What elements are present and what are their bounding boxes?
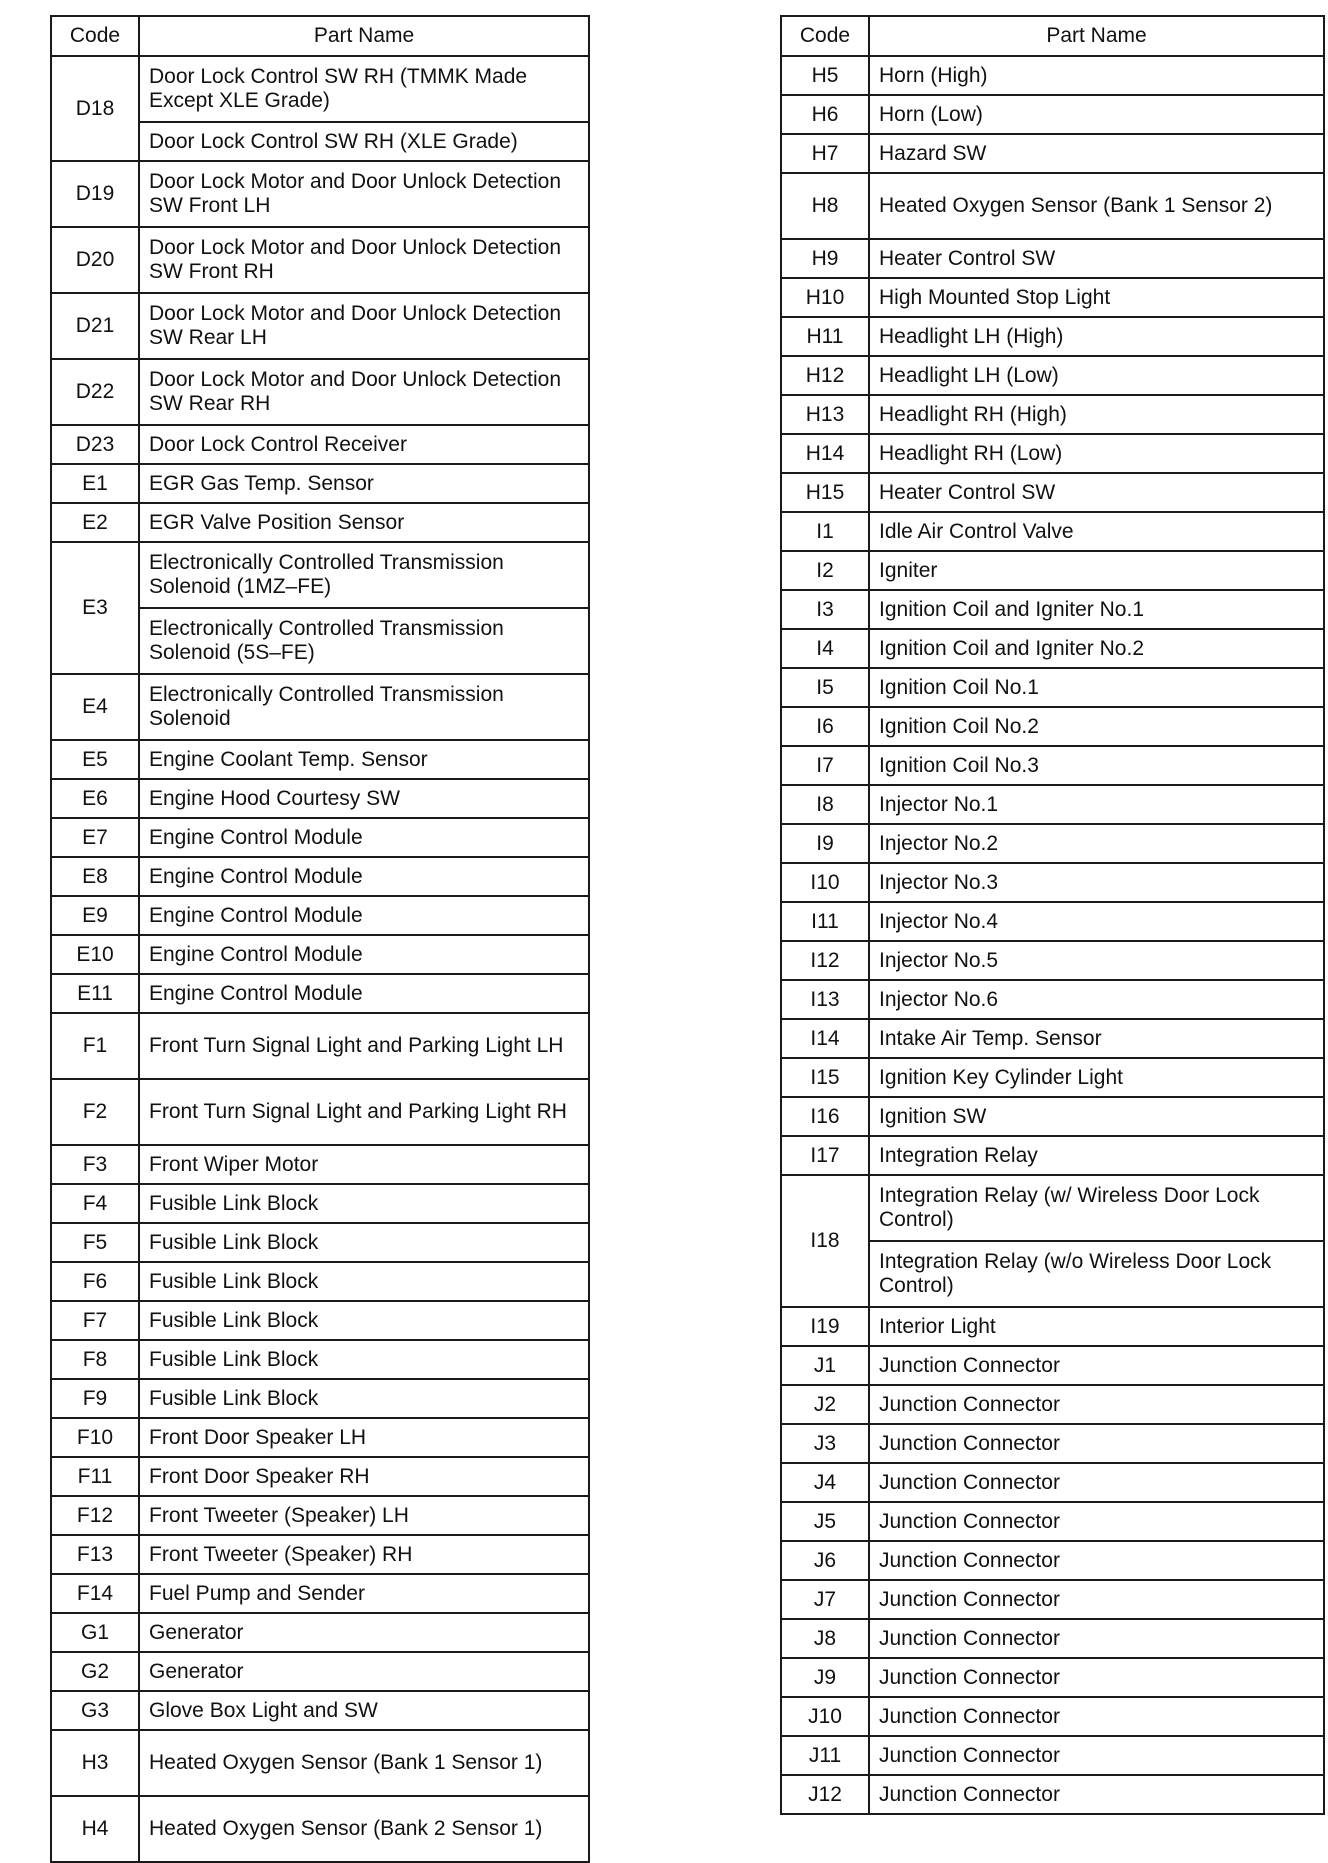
part-name: Ignition Coil and Igniter No.2	[869, 629, 1324, 668]
table-row	[781, 629, 1324, 668]
table-row	[51, 359, 589, 425]
table-row	[781, 1775, 1324, 1814]
part-code: F4	[51, 1184, 139, 1223]
part-name: Front Turn Signal Light and Parking Light LH	[139, 1013, 589, 1079]
table-row	[781, 980, 1324, 1019]
part-name: Igniter	[869, 551, 1324, 590]
table-row	[781, 134, 1324, 173]
table-row	[781, 173, 1324, 239]
part-code: H9	[781, 239, 869, 278]
part-code: J6	[781, 1541, 869, 1580]
table-row	[781, 1463, 1324, 1502]
part-name: Junction Connector	[869, 1658, 1324, 1697]
part-code: E3	[51, 542, 139, 674]
part-code: J7	[781, 1580, 869, 1619]
part-name: Front Wiper Motor	[139, 1145, 589, 1184]
part-code: F8	[51, 1340, 139, 1379]
part-name: Electronically Controlled Transmission Solenoid	[139, 674, 589, 740]
table-row	[781, 902, 1324, 941]
part-name: Electronically Controlled Transmission Solenoid (5S–FE)	[139, 608, 589, 674]
part-name: Door Lock Control SW RH (XLE Grade)	[139, 122, 589, 161]
part-name: Integration Relay (w/ Wireless Door Lock Control)	[869, 1175, 1324, 1241]
part-code: I3	[781, 590, 869, 629]
table-row	[51, 740, 589, 779]
code-header: Code	[781, 16, 869, 56]
part-code: F1	[51, 1013, 139, 1079]
table-row	[781, 941, 1324, 980]
part-code: H5	[781, 56, 869, 95]
part-code: I15	[781, 1058, 869, 1097]
table-row	[781, 395, 1324, 434]
part-name: Heated Oxygen Sensor (Bank 2 Sensor 1)	[139, 1796, 589, 1862]
table-row	[781, 1307, 1324, 1346]
part-name: Ignition Coil No.2	[869, 707, 1324, 746]
part-code: F5	[51, 1223, 139, 1262]
part-name: Engine Control Module	[139, 974, 589, 1013]
part-name: Door Lock Control SW RH (TMMK Made Except XLE Grade)	[139, 56, 589, 122]
table-row	[781, 590, 1324, 629]
part-name: Injector No.6	[869, 980, 1324, 1019]
part-name: Door Lock Control Receiver	[139, 425, 589, 464]
table-row	[781, 473, 1324, 512]
table-row	[51, 1613, 589, 1652]
table-row	[781, 863, 1324, 902]
table-row	[51, 1652, 589, 1691]
part-code: H14	[781, 434, 869, 473]
table-row	[51, 464, 589, 503]
part-code: J12	[781, 1775, 869, 1814]
table-row	[51, 1457, 589, 1496]
code-header: Code	[51, 16, 139, 56]
part-code: F7	[51, 1301, 139, 1340]
part-name: Fuel Pump and Sender	[139, 1574, 589, 1613]
part-code: G1	[51, 1613, 139, 1652]
part-name: Engine Control Module	[139, 935, 589, 974]
table-row	[781, 278, 1324, 317]
part-code: I6	[781, 707, 869, 746]
part-name: Fusible Link Block	[139, 1379, 589, 1418]
part-name: Generator	[139, 1613, 589, 1652]
part-name: Door Lock Motor and Door Unlock Detection SW Rear RH	[139, 359, 589, 425]
part-code: I4	[781, 629, 869, 668]
table-row	[51, 503, 589, 542]
table-row	[51, 1496, 589, 1535]
part-name: High Mounted Stop Light	[869, 278, 1324, 317]
part-code: J8	[781, 1619, 869, 1658]
header-row	[781, 16, 1324, 56]
table-row	[781, 1736, 1324, 1775]
part-name: Junction Connector	[869, 1424, 1324, 1463]
part-code: I19	[781, 1307, 869, 1346]
table-row	[781, 239, 1324, 278]
part-code: F13	[51, 1535, 139, 1574]
table-row	[781, 1346, 1324, 1385]
part-code: I18	[781, 1175, 869, 1307]
table-row	[781, 668, 1324, 707]
part-name: Headlight LH (High)	[869, 317, 1324, 356]
part-name: Heated Oxygen Sensor (Bank 1 Sensor 1)	[139, 1730, 589, 1796]
part-code: E5	[51, 740, 139, 779]
part-name: Door Lock Motor and Door Unlock Detection SW Front LH	[139, 161, 589, 227]
part-name: Hazard SW	[869, 134, 1324, 173]
part-name: Glove Box Light and SW	[139, 1691, 589, 1730]
part-code: E11	[51, 974, 139, 1013]
table-row	[51, 293, 589, 359]
part-code: F10	[51, 1418, 139, 1457]
table-row	[51, 227, 589, 293]
table-row	[781, 1019, 1324, 1058]
part-code: I5	[781, 668, 869, 707]
part-name: Front Door Speaker RH	[139, 1457, 589, 1496]
table-row	[781, 1175, 1324, 1241]
table-row	[51, 818, 589, 857]
part-code: E8	[51, 857, 139, 896]
table-row	[51, 674, 589, 740]
table-row	[781, 434, 1324, 473]
part-code: H7	[781, 134, 869, 173]
part-name: Injector No.5	[869, 941, 1324, 980]
part-name: Front Tweeter (Speaker) RH	[139, 1535, 589, 1574]
part-code: F3	[51, 1145, 139, 1184]
part-name: Ignition Coil No.1	[869, 668, 1324, 707]
table-row	[781, 1580, 1324, 1619]
part-code: J11	[781, 1736, 869, 1775]
part-name: Junction Connector	[869, 1580, 1324, 1619]
table-row	[51, 1574, 589, 1613]
table-row	[781, 1385, 1324, 1424]
table-row	[51, 1223, 589, 1262]
part-name: Junction Connector	[869, 1736, 1324, 1775]
table-row	[51, 1796, 589, 1862]
part-name: Junction Connector	[869, 1697, 1324, 1736]
table-row	[51, 1340, 589, 1379]
part-code: E1	[51, 464, 139, 503]
part-name: Heater Control SW	[869, 239, 1324, 278]
table-row	[781, 512, 1324, 551]
part-name: Horn (High)	[869, 56, 1324, 95]
part-code: J3	[781, 1424, 869, 1463]
part-name: Integration Relay	[869, 1136, 1324, 1175]
part-code: I2	[781, 551, 869, 590]
part-code: E10	[51, 935, 139, 974]
table-row	[51, 1184, 589, 1223]
part-code: G3	[51, 1691, 139, 1730]
part-code: E6	[51, 779, 139, 818]
table-row	[51, 1535, 589, 1574]
part-name: Front Tweeter (Speaker) LH	[139, 1496, 589, 1535]
part-code: H10	[781, 278, 869, 317]
table-row	[781, 707, 1324, 746]
table-row	[781, 1619, 1324, 1658]
part-code: H15	[781, 473, 869, 512]
table-row	[781, 746, 1324, 785]
table-row	[51, 1730, 589, 1796]
table-row	[51, 1379, 589, 1418]
parts-table-right-body	[781, 56, 1324, 1814]
part-name: Ignition Coil No.3	[869, 746, 1324, 785]
part-name: Fusible Link Block	[139, 1223, 589, 1262]
part-name: Interior Light	[869, 1307, 1324, 1346]
part-name: Front Turn Signal Light and Parking Light RH	[139, 1079, 589, 1145]
part-name: Headlight RH (High)	[869, 395, 1324, 434]
part-code: H13	[781, 395, 869, 434]
table-row	[51, 1262, 589, 1301]
part-code: I11	[781, 902, 869, 941]
part-name: Idle Air Control Valve	[869, 512, 1324, 551]
part-code: D19	[51, 161, 139, 227]
table-row	[781, 317, 1324, 356]
part-name: EGR Gas Temp. Sensor	[139, 464, 589, 503]
table-row	[51, 1691, 589, 1730]
table-row	[781, 1502, 1324, 1541]
part-name: Injector No.3	[869, 863, 1324, 902]
part-name: Headlight LH (Low)	[869, 356, 1324, 395]
part-name: Electronically Controlled Transmission Solenoid (1MZ–FE)	[139, 542, 589, 608]
part-code: I8	[781, 785, 869, 824]
part-name: Integration Relay (w/o Wireless Door Lock Control)	[869, 1241, 1324, 1307]
table-row	[51, 935, 589, 974]
part-name: Engine Control Module	[139, 857, 589, 896]
table-row	[51, 779, 589, 818]
part-code: I16	[781, 1097, 869, 1136]
part-name: Fusible Link Block	[139, 1262, 589, 1301]
part-name: Engine Hood Courtesy SW	[139, 779, 589, 818]
part-name: Junction Connector	[869, 1502, 1324, 1541]
part-code: F6	[51, 1262, 139, 1301]
table-row	[51, 1079, 589, 1145]
table-row	[51, 56, 589, 122]
part-name: Door Lock Motor and Door Unlock Detection SW Front RH	[139, 227, 589, 293]
part-code: J2	[781, 1385, 869, 1424]
part-code: I14	[781, 1019, 869, 1058]
table-row	[51, 425, 589, 464]
part-name: Ignition Coil and Igniter No.1	[869, 590, 1324, 629]
table-row	[781, 1424, 1324, 1463]
part-name: Junction Connector	[869, 1346, 1324, 1385]
part-code: I13	[781, 980, 869, 1019]
part-name: Ignition SW	[869, 1097, 1324, 1136]
part-name: Engine Coolant Temp. Sensor	[139, 740, 589, 779]
part-code: D21	[51, 293, 139, 359]
part-name: Headlight RH (Low)	[869, 434, 1324, 473]
table-row	[781, 1097, 1324, 1136]
part-code: D20	[51, 227, 139, 293]
table-row	[781, 1697, 1324, 1736]
part-code: J5	[781, 1502, 869, 1541]
part-code: H8	[781, 173, 869, 239]
part-code: I1	[781, 512, 869, 551]
table-row	[781, 551, 1324, 590]
table-row	[51, 974, 589, 1013]
part-code: F11	[51, 1457, 139, 1496]
part-name: Intake Air Temp. Sensor	[869, 1019, 1324, 1058]
table-row	[781, 1541, 1324, 1580]
part-code: I10	[781, 863, 869, 902]
part-code: H3	[51, 1730, 139, 1796]
part-name: Heater Control SW	[869, 473, 1324, 512]
part-code: J4	[781, 1463, 869, 1502]
part-name-header: Part Name	[139, 16, 589, 56]
part-code: J1	[781, 1346, 869, 1385]
part-code: H6	[781, 95, 869, 134]
table-row	[51, 857, 589, 896]
part-code: I12	[781, 941, 869, 980]
part-code: I17	[781, 1136, 869, 1175]
part-name: Fusible Link Block	[139, 1184, 589, 1223]
part-name: Generator	[139, 1652, 589, 1691]
part-code: F14	[51, 1574, 139, 1613]
table-row	[781, 1136, 1324, 1175]
table-row	[51, 1301, 589, 1340]
part-name: Engine Control Module	[139, 896, 589, 935]
part-code: E4	[51, 674, 139, 740]
part-code: E9	[51, 896, 139, 935]
table-row	[51, 1013, 589, 1079]
table-row	[51, 161, 589, 227]
part-name: Front Door Speaker LH	[139, 1418, 589, 1457]
parts-table-left	[50, 15, 590, 1863]
part-name: Junction Connector	[869, 1385, 1324, 1424]
part-code: E2	[51, 503, 139, 542]
part-name: EGR Valve Position Sensor	[139, 503, 589, 542]
part-code: H4	[51, 1796, 139, 1862]
part-name-header: Part Name	[869, 16, 1324, 56]
part-name: Heated Oxygen Sensor (Bank 1 Sensor 2)	[869, 173, 1324, 239]
part-code: H11	[781, 317, 869, 356]
part-code: D18	[51, 56, 139, 161]
part-code: H12	[781, 356, 869, 395]
table-row	[781, 1658, 1324, 1697]
part-code: D22	[51, 359, 139, 425]
part-code: E7	[51, 818, 139, 857]
part-name: Fusible Link Block	[139, 1301, 589, 1340]
parts-table-left-body	[51, 56, 589, 1862]
table-row	[781, 95, 1324, 134]
part-code: J9	[781, 1658, 869, 1697]
part-name: Engine Control Module	[139, 818, 589, 857]
parts-table-right	[780, 15, 1325, 1815]
part-name: Fusible Link Block	[139, 1340, 589, 1379]
part-name: Junction Connector	[869, 1463, 1324, 1502]
part-name: Junction Connector	[869, 1775, 1324, 1814]
table-row	[781, 824, 1324, 863]
table-row	[781, 785, 1324, 824]
part-code: I7	[781, 746, 869, 785]
part-name: Junction Connector	[869, 1541, 1324, 1580]
part-code: J10	[781, 1697, 869, 1736]
table-row	[781, 1058, 1324, 1097]
part-name: Door Lock Motor and Door Unlock Detection SW Rear LH	[139, 293, 589, 359]
table-row	[51, 1145, 589, 1184]
part-name: Injector No.4	[869, 902, 1324, 941]
table-row	[781, 56, 1324, 95]
part-name: Junction Connector	[869, 1619, 1324, 1658]
part-code: I9	[781, 824, 869, 863]
part-name: Injector No.2	[869, 824, 1324, 863]
table-row	[51, 896, 589, 935]
table-row	[51, 1418, 589, 1457]
part-code: D23	[51, 425, 139, 464]
part-code: F9	[51, 1379, 139, 1418]
part-name: Ignition Key Cylinder Light	[869, 1058, 1324, 1097]
table-row	[51, 542, 589, 608]
part-name: Horn (Low)	[869, 95, 1324, 134]
part-code: F2	[51, 1079, 139, 1145]
table-row	[781, 356, 1324, 395]
part-code: G2	[51, 1652, 139, 1691]
part-name: Injector No.1	[869, 785, 1324, 824]
part-code: F12	[51, 1496, 139, 1535]
header-row	[51, 16, 589, 56]
